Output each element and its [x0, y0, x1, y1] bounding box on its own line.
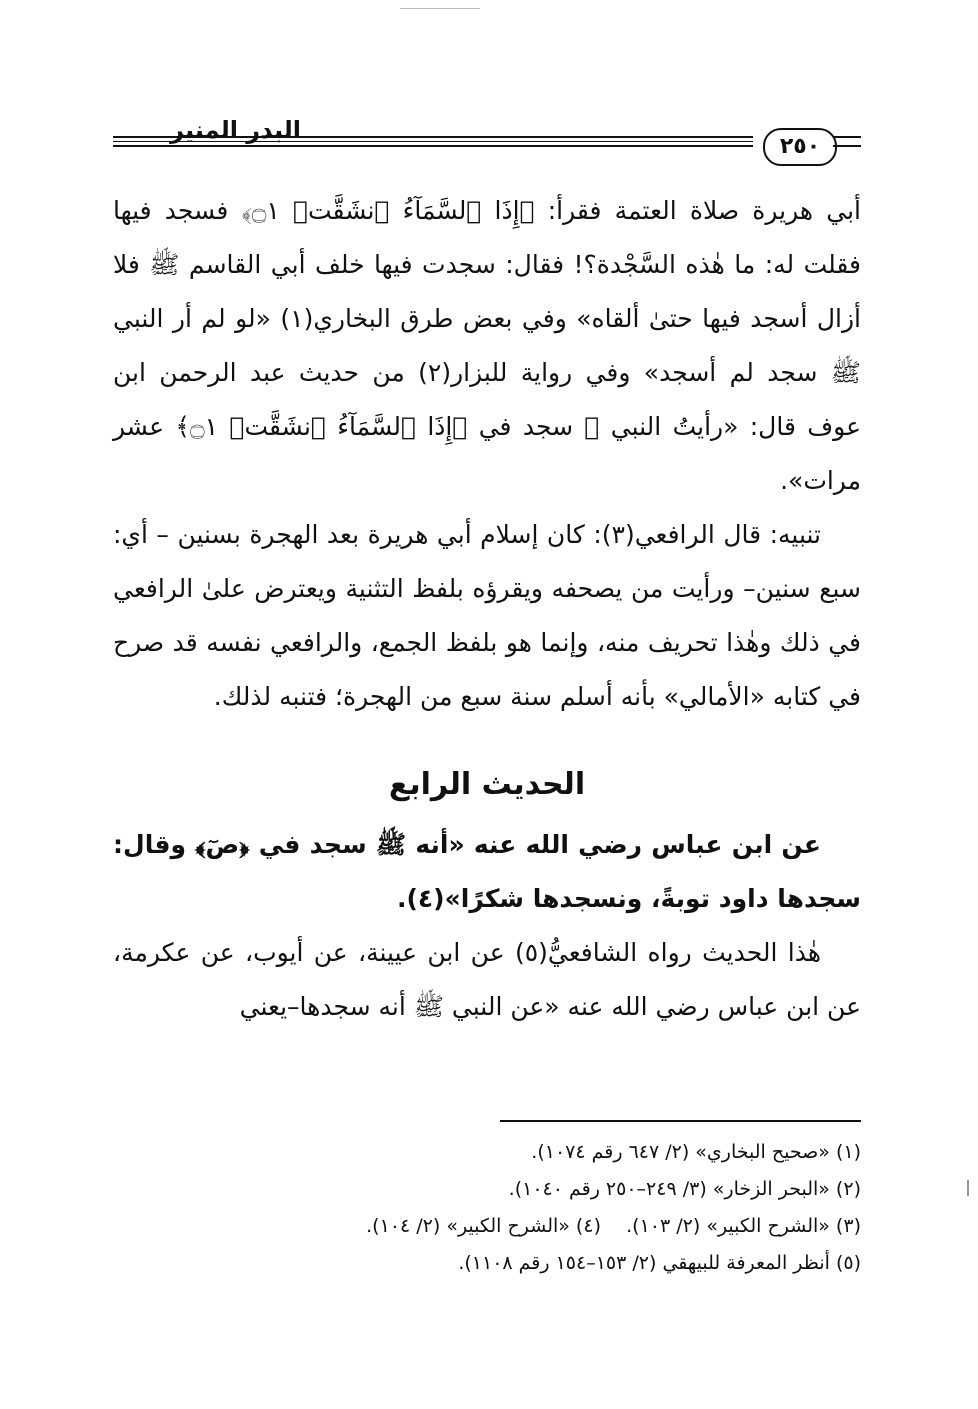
footnote-row — [113, 1208, 861, 1245]
scan-edge-mark — [967, 1180, 969, 1196]
header-rule — [833, 145, 861, 147]
footnote-4: (٤) «الشرح الكبير» (٢/ ١٠٤). — [366, 1215, 601, 1237]
footnote-5: (٥) أنظر المعرفة للبيهقي (٢/ ١٥٣–١٥٤ رقم ١١٠٨). — [458, 1252, 861, 1274]
page-header — [113, 108, 861, 168]
footnote-2: (٢) «البحر الزخار» (٣/ ٢٤٩–٢٥٠ رقم ١٠٤٠). — [508, 1178, 861, 1200]
scan-top-mark — [400, 8, 480, 9]
hadith-text: عن ابن عباس رضي الله عنه «أنه ﷺ سجد في ﴿صٓ﴾ وقال: سجدها داود توبةً، ونسجدها شكرًا»(٤). — [113, 830, 861, 913]
footnote-1: (١) «صحيح البخاري» (٢/ ٦٤٧ رقم ١٠٧٤). — [531, 1141, 861, 1163]
section-title: الحديث الرابع — [388, 767, 586, 802]
book-title: البدر المنير — [170, 116, 301, 144]
footnote-divider — [500, 1120, 861, 1122]
footnotes — [113, 1134, 861, 1282]
paragraph: أبي هريرة صلاة العتمة فقرأ: ﴿إِذَا ٱلسَّمَآءُ ٱنشَقَّتۡ ۝١﴾ فسجد فيها فقلت له: ما هٰذه السَّجْدة؟! فقال: سجدت فيها خلف أبي القاسم ﷺ فلا أزال أسجد فيها حتىٰ ألقاه» وفي بعض طرق البخاري(١) «لو لم أر النبي ﷺ سجد لم أسجد» وفي رواية للبزار(٢) من حديث عبد الرحمن ابن عوف قال: «رأيتُ النبي ﷺ سجد في ﴿إِذَا ٱلسَّمَآءُ ٱنشَقَّتۡ ۝١﴾ عشر مرات». — [113, 196, 861, 495]
header-rule — [113, 145, 753, 147]
main-text — [113, 184, 861, 1034]
page-number: ٢٥٠ — [763, 128, 837, 166]
note-paragraph: تنبيه: قال الرافعي(٣): كان إسلام أبي هريرة بعد الهجرة بسنين – أي: سبع سنين– ورأيت من يصحفه ويقرؤه بلفظ التثنية ويعترض علىٰ الرافعي في ذلك وهٰذا تحريف منه، وإنما هو بلفظ الجمع، والرافعي نفسه قد صرح في كتابه «الأمالي» بأنه أسلم سنة سبع من الهجرة؛ فتنبه لذلك. — [113, 520, 861, 711]
paragraph: هٰذا الحديث رواه الشافعيُّ(٥) عن ابن عيينة، عن أيوب، عن عكرمة، عن ابن عباس رضي الله عنه «عن النبي ﷺ أنه سجدها–يعني — [113, 938, 861, 1021]
footnote-3: (٣) «الشرح الكبير» (٢/ ١٠٣). — [626, 1215, 861, 1237]
header-rule — [833, 136, 861, 138]
